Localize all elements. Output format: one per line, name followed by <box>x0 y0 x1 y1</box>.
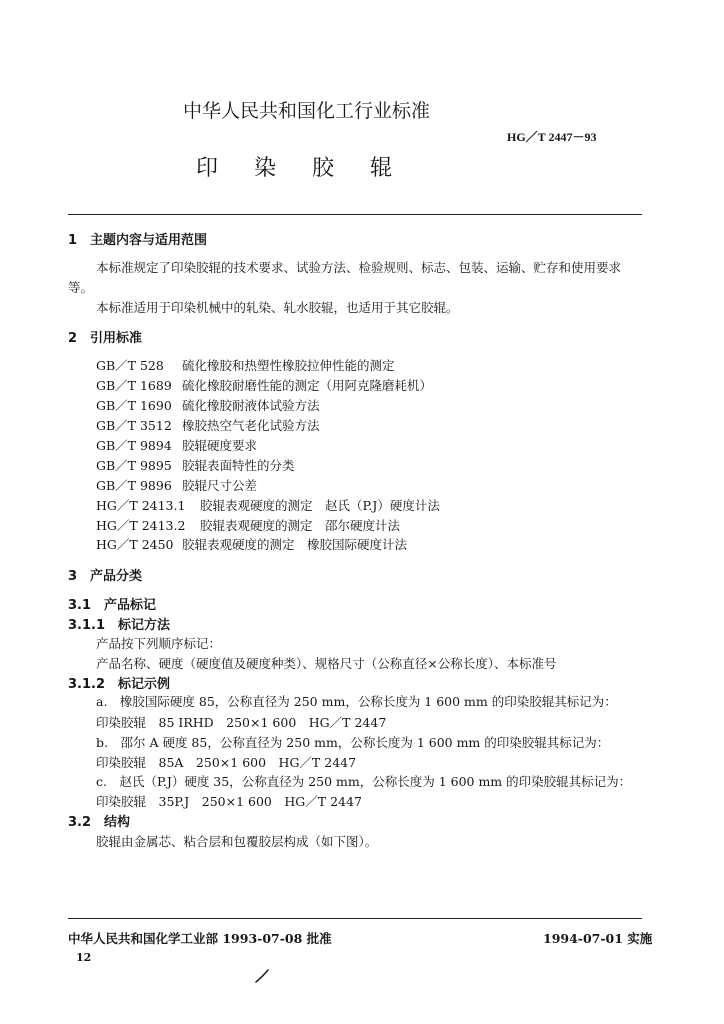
effective-date: 1994-07-01 实施 <box>543 931 653 946</box>
reference-code: GB／T 1690 <box>96 398 172 413</box>
standard-code: HG／T 2447－93 <box>507 130 597 144</box>
section-2-heading: 2 引用标准 <box>68 331 143 346</box>
reference-title: 胶辊表观硬度的测定 赵氏（P.J）硬度计法 <box>200 498 440 513</box>
example-c-text: c. 赵氏（P.J）硬度 35，公称直径为 250 mm，公称长度为 1 600 mm 的印染胶辊其标记为： <box>96 774 632 789</box>
section-1-paragraph-1-line-2: 等。 <box>68 280 94 295</box>
reference-title: 胶辊硬度要求 <box>182 438 258 453</box>
example-a-text: a. 橡胶国际硬度 85，公称直径为 250 mm，公称长度为 1 600 mm 的印染胶辊其标记为： <box>96 694 617 709</box>
example-b-text: b. 邵尔 A 硬度 85，公称直径为 250 mm，公称长度为 1 600 mm 的印染胶辊其标记为： <box>96 735 610 750</box>
reference-code: GB／T 3512 <box>96 418 172 433</box>
section-1-paragraph-1-line-1: 本标准规定了印染胶辊的技术要求、试验方法、检验规则、标志、包装、运输、贮存和使用要求 <box>96 260 622 275</box>
reference-title: 胶辊表面特性的分类 <box>182 458 295 473</box>
reference-code: GB／T 1689 <box>96 378 172 393</box>
reference-title: 硫化橡胶耐液体试验方法 <box>182 398 320 413</box>
section-1-heading: 1 主题内容与适用范围 <box>68 233 208 248</box>
reference-item <box>96 396 320 414</box>
section-3-1-heading: 3.1 产品标记 <box>68 598 157 613</box>
reference-title: 胶辊尺寸公差 <box>182 478 258 493</box>
reference-code: HG／T 2450 <box>96 537 174 552</box>
reference-item <box>96 416 320 434</box>
reference-item <box>96 356 395 374</box>
reference-title: 橡胶热空气老化试验方法 <box>182 418 320 433</box>
reference-item <box>96 476 257 494</box>
page-number: 12 <box>76 951 92 964</box>
approval-line: 中华人民共和国化学工业部 1993-07-08 批准 <box>68 931 332 946</box>
reference-item <box>96 496 440 514</box>
reference-title: 胶辊表观硬度的测定 邵尔硬度计法 <box>200 518 401 533</box>
reference-title: 硫化橡胶耐磨性能的测定（用阿克隆磨耗机） <box>182 378 433 393</box>
reference-code: GB／T 528 <box>96 358 164 373</box>
reference-item <box>96 456 295 474</box>
document-title: 印染胶辊 <box>196 156 429 181</box>
section-3-1-2-heading: 3.1.2 标记示例 <box>68 677 171 692</box>
marking-order-fields: 产品名称、硬度（硬度值及硬度种类）、规格尺寸（公称直径×公称长度）、本标准号 <box>96 656 557 671</box>
section-3-2-heading: 3.2 结构 <box>68 815 131 830</box>
issuer-title: 中华人民共和国化工行业标准 <box>183 100 431 122</box>
section-3-1-1-heading: 3.1.1 标记方法 <box>68 618 171 633</box>
reference-item <box>96 436 257 454</box>
example-a-marking: 印染胶辊 85 IRHD 250×1 600 HG／T 2447 <box>96 715 387 730</box>
reference-code: GB／T 9896 <box>96 478 172 493</box>
section-3-heading: 3 产品分类 <box>68 569 143 584</box>
header-rule <box>68 214 642 215</box>
example-b-marking: 印染胶辊 85A 250×1 600 HG／T 2447 <box>96 755 357 770</box>
structure-description: 胶辊由金属芯、粘合层和包覆胶层构成（如下图）。 <box>96 834 378 849</box>
reference-item <box>96 376 432 394</box>
reference-title: 胶辊表观硬度的测定 橡胶国际硬度计法 <box>182 537 408 552</box>
pen-stroke-mark <box>254 968 270 984</box>
section-1-paragraph-2: 本标准适用于印染机械中的轧染、轧水胶辊，也适用于其它胶辊。 <box>96 300 459 315</box>
reference-code: GB／T 9894 <box>96 438 172 453</box>
footer-rule <box>68 918 642 919</box>
reference-title: 硫化橡胶和热塑性橡胶拉伸性能的测定 <box>182 358 395 373</box>
reference-code: HG／T 2413.2 <box>96 518 186 533</box>
example-c-marking: 印染胶辊 35P.J 250×1 600 HG／T 2447 <box>96 794 362 809</box>
marking-order-intro: 产品按下列顺序标记： <box>96 636 222 651</box>
reference-code: GB／T 9895 <box>96 458 172 473</box>
reference-code: HG／T 2413.1 <box>96 498 186 513</box>
reference-item <box>96 516 400 534</box>
reference-item <box>96 535 407 553</box>
